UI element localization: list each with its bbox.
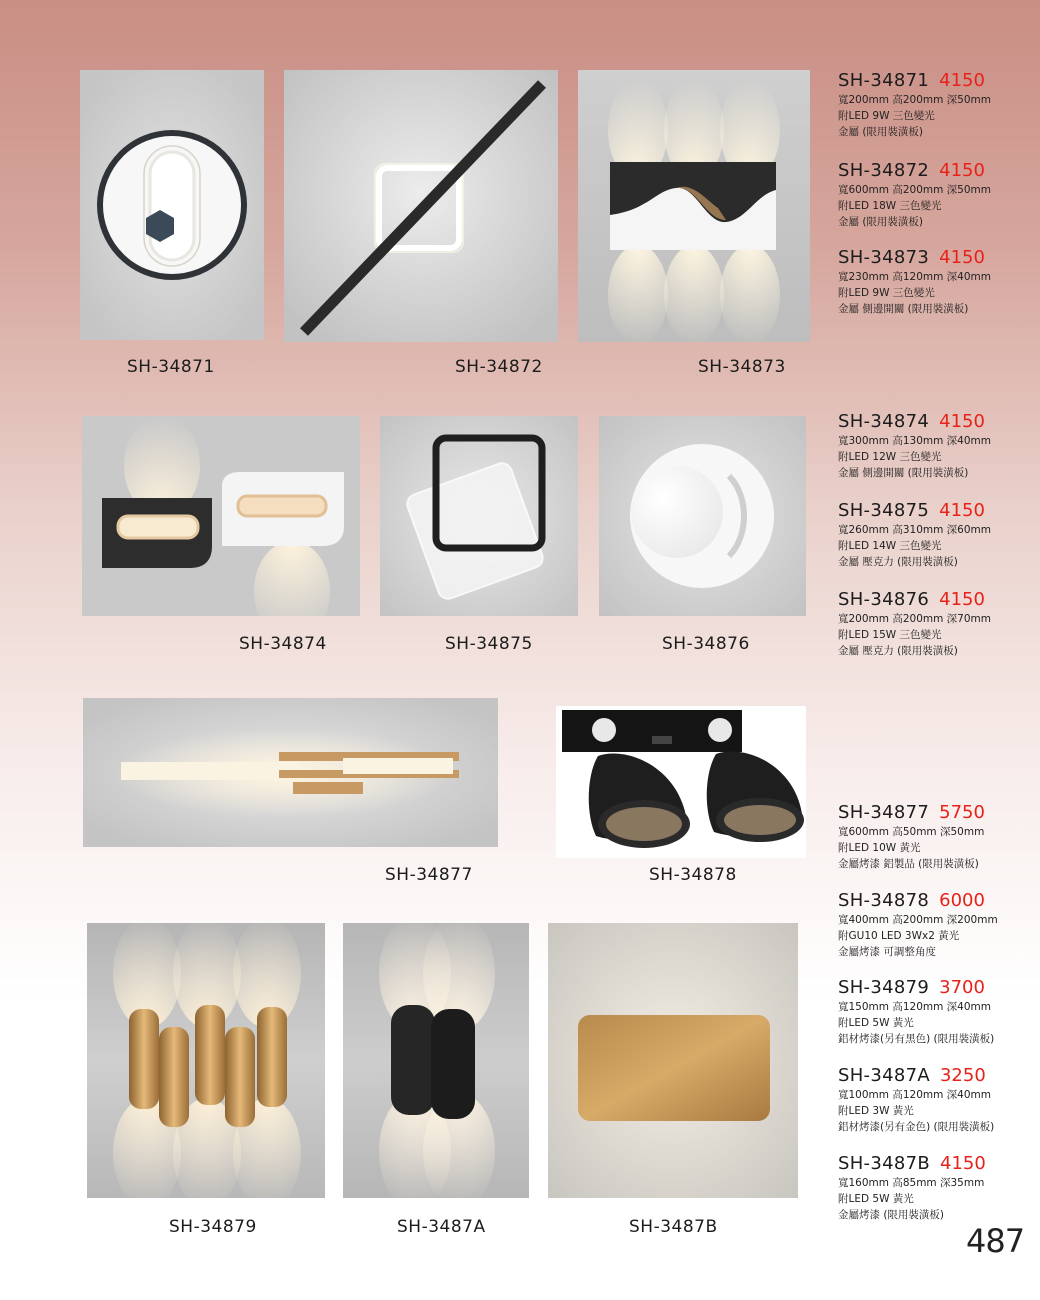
spec-line: 寬160mm 高85mm 深35mm [838, 1177, 985, 1189]
spec-line: 金屬 壓克力 (限用裝潢板) [838, 645, 958, 657]
product-price: 6000 [939, 890, 985, 911]
spec-block [838, 977, 1038, 1047]
caption-sh-34871: SH-34871 [127, 357, 215, 377]
caption-sh-34878: SH-34878 [649, 865, 737, 885]
spec-heading [838, 1065, 1038, 1087]
spec-line: 金屬烤漆 (限用裝潢板) [838, 1209, 945, 1221]
product-price: 4150 [939, 160, 985, 181]
product-code: SH-34871 [838, 70, 930, 91]
product-photo-sh-3487b [548, 923, 798, 1198]
spec-line: 附LED 10W 黃光 [838, 842, 921, 854]
caption-sh-34874: SH-34874 [239, 634, 327, 654]
spec-block [838, 1065, 1038, 1135]
spec-block [838, 247, 1038, 317]
spec-heading [838, 70, 1038, 92]
spec-heading [838, 411, 1038, 433]
spec-line: 金屬 側邊開關 (限用裝潢板) [838, 467, 969, 479]
product-price: 3250 [939, 1065, 986, 1086]
spec-line: 附LED 5W 黃光 [838, 1193, 914, 1205]
product-photo-sh-34878 [556, 706, 806, 858]
product-code: SH-3487A [838, 1065, 930, 1086]
spec-line: 寬200mm 高200mm 深50mm [838, 94, 991, 106]
spec-line: 寬200mm 高200mm 深70mm [838, 613, 991, 625]
spec-block [838, 500, 1038, 570]
spec-line: 寬300mm 高130mm 深40mm [838, 435, 991, 447]
spec-block [838, 890, 1038, 960]
product-photo-sh-34871 [80, 70, 264, 340]
spec-heading [838, 802, 1038, 824]
product-photo-sh-34879 [87, 923, 325, 1198]
spec-block [838, 160, 1038, 230]
product-code: SH-3487B [838, 1153, 931, 1174]
spec-block [838, 411, 1038, 481]
spec-block [838, 802, 1038, 872]
spec-block [838, 589, 1038, 659]
product-code: SH-34878 [838, 890, 930, 911]
caption-sh-3487b: SH-3487B [629, 1217, 718, 1237]
spec-line: 寬100mm 高120mm 深40mm [838, 1089, 991, 1101]
spec-line: 寬400mm 高200mm 深200mm [838, 914, 998, 926]
spec-line: 金屬烤漆 可調整角度 [838, 946, 936, 958]
spec-block [838, 1153, 1038, 1223]
spec-line: 寬600mm 高50mm 深50mm [838, 826, 985, 838]
spec-heading [838, 890, 1038, 912]
product-price: 4150 [939, 247, 985, 268]
product-price: 3700 [939, 977, 985, 998]
spec-line: 附LED 5W 黃光 [838, 1017, 914, 1029]
page-number: 487 [966, 1222, 1025, 1260]
spec-line: 金屬烤漆 鋁製品 (限用裝潢板) [838, 858, 979, 870]
spec-line: 寬150mm 高120mm 深40mm [838, 1001, 991, 1013]
product-code: SH-34874 [838, 411, 930, 432]
spec-heading [838, 589, 1038, 611]
product-code: SH-34877 [838, 802, 930, 823]
product-price: 4150 [939, 500, 985, 521]
spec-line: 附LED 3W 黃光 [838, 1105, 914, 1117]
spec-line: 金屬 側邊開關 (限用裝潢板) [838, 303, 969, 315]
product-code: SH-34876 [838, 589, 930, 610]
spec-block [838, 70, 1038, 140]
product-photo-sh-34872 [284, 70, 558, 342]
spec-line: 寬600mm 高200mm 深50mm [838, 184, 991, 196]
product-code: SH-34873 [838, 247, 930, 268]
product-photo-sh-34876 [599, 416, 806, 616]
caption-sh-34876: SH-34876 [662, 634, 750, 654]
spec-heading [838, 1153, 1038, 1175]
product-code: SH-34872 [838, 160, 930, 181]
product-photo-sh-34873 [578, 70, 810, 342]
spec-heading [838, 500, 1038, 522]
caption-sh-34879: SH-34879 [169, 1217, 257, 1237]
caption-sh-34873: SH-34873 [698, 357, 786, 377]
spec-line: 附LED 18W 三色變光 [838, 200, 942, 212]
spec-line: 鋁材烤漆(另有黑色) (限用裝潢板) [838, 1033, 995, 1045]
spec-line: 金屬 (限用裝潢板) [838, 126, 924, 138]
spec-line: 寬260mm 高310mm 深60mm [838, 524, 991, 536]
product-price: 4150 [939, 411, 985, 432]
product-photo-sh-34875 [380, 416, 578, 616]
caption-sh-34875: SH-34875 [445, 634, 533, 654]
product-price: 4150 [939, 589, 985, 610]
spec-heading [838, 247, 1038, 269]
spec-line: 附LED 12W 三色變光 [838, 451, 942, 463]
spec-line: 金屬 (限用裝潢板) [838, 216, 924, 228]
product-photo-sh-34877 [83, 698, 498, 847]
product-price: 4150 [939, 70, 985, 91]
spec-line: 附LED 15W 三色變光 [838, 629, 942, 641]
caption-sh-34872: SH-34872 [455, 357, 543, 377]
spec-line: 附LED 9W 三色變光 [838, 287, 935, 299]
spec-line: 附LED 9W 三色變光 [838, 110, 935, 122]
spec-line: 附LED 14W 三色變光 [838, 540, 942, 552]
caption-sh-3487a: SH-3487A [397, 1217, 486, 1237]
spec-line: 附GU10 LED 3Wx2 黃光 [838, 930, 960, 942]
spec-line: 鋁材烤漆(另有金色) (限用裝潢板) [838, 1121, 995, 1133]
caption-sh-34877: SH-34877 [385, 865, 473, 885]
product-price: 4150 [940, 1153, 986, 1174]
product-price: 5750 [939, 802, 985, 823]
product-code: SH-34875 [838, 500, 930, 521]
product-code: SH-34879 [838, 977, 930, 998]
spec-heading [838, 160, 1038, 182]
spec-line: 寬230mm 高120mm 深40mm [838, 271, 991, 283]
spec-heading [838, 977, 1038, 999]
product-photo-sh-3487a [343, 923, 529, 1198]
spec-line: 金屬 壓克力 (限用裝潢板) [838, 556, 958, 568]
product-photo-sh-34874 [82, 416, 360, 616]
